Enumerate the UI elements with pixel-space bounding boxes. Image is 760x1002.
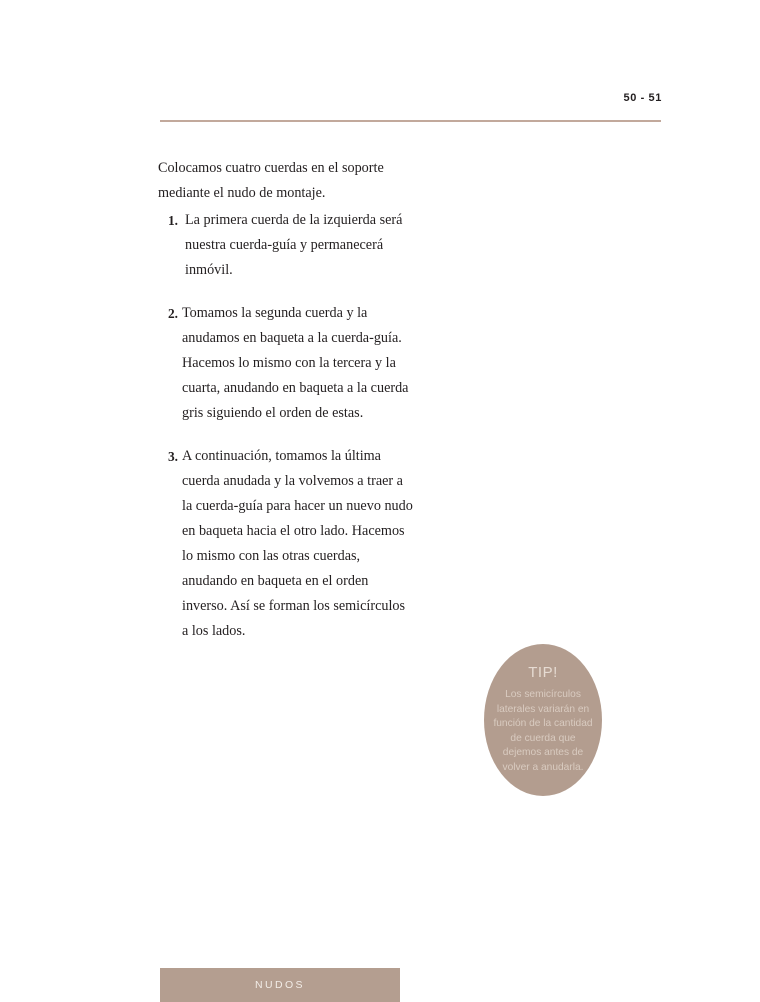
step-text: Tomamos la segunda cuerda y la anudamos en baqueta a la cuerda-guía. Hacemos lo mismo con la tercera y la cuarta, anudando en baqueta a la cuerda gris siguiendo el orden de estas. [182,305,409,421]
tip-title: TIP! [528,664,558,681]
step-text: La primera cuerda de la izquierda será nuestra cuerda-guía y permanecerá inmóvil. [185,212,403,278]
list-item [158,208,414,283]
list-item [158,301,414,426]
step-number: 2. [167,306,178,321]
header-divider [160,120,661,122]
list-item [158,444,414,644]
footer-section-label: NUDOS [255,979,305,991]
step-number: 1. [167,213,178,228]
step-text: A continuación, tomamos la última cuerda anudada y la volvemos a traer a la cuerda-guía para hacer un nuevo nudo en baqueta hacia el otro lado. Hacemos lo mismo con las otras cuerdas, anudando en baqueta en el orden inverso. Así se forman los semicírculos a los lados. [182,448,413,639]
tip-callout [484,644,602,796]
page-number: 50 - 51 [623,92,662,104]
tip-body: Los semicírculos laterales variarán en función de la cantidad de cuerda que dejemos antes de volver a anudarla. [493,689,593,773]
step-number: 3. [167,449,178,464]
intro-paragraph: Colocamos cuatro cuerdas en el soporte mediante el nudo de montaje. [158,160,384,202]
footer-section-tab [160,968,400,1002]
steps-list [158,208,414,662]
